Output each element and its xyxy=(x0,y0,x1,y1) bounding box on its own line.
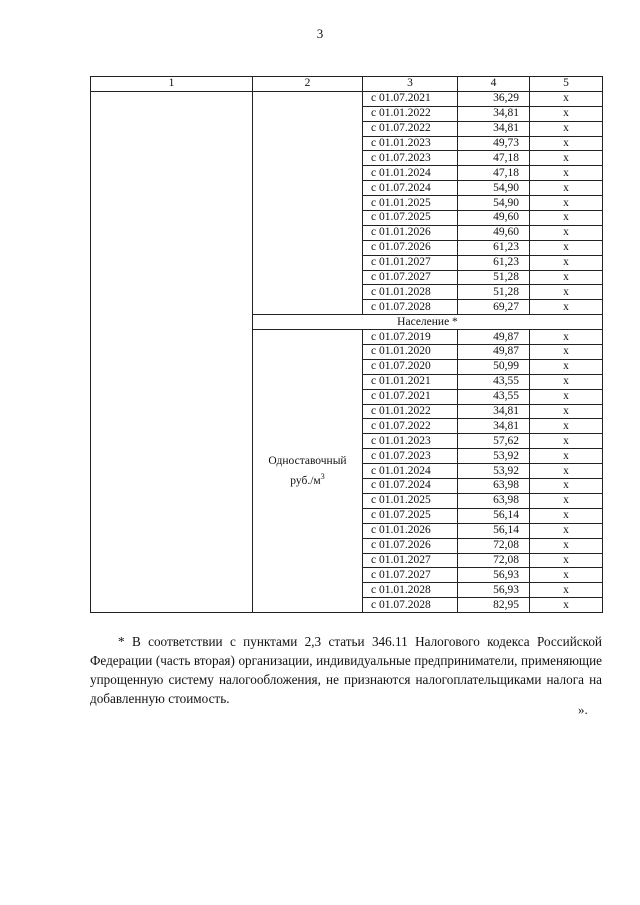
vat-mark: x xyxy=(530,553,603,568)
period-date: с 01.07.2024 xyxy=(363,479,458,494)
vat-mark: x xyxy=(530,434,603,449)
period-date: с 01.01.2022 xyxy=(363,404,458,419)
footnote: * В соответствии с пунктами 2,3 статьи 346.11 Налогового кодекса Российской Федерации (часть вторая) организации, индивидуальные предприниматели, применяющие упрощенную систему налогообложения, не признаются налогоплательщиками налога на добавленную стоимость. xyxy=(90,634,602,706)
period-date: с 01.07.2027 xyxy=(363,568,458,583)
vat-mark: x xyxy=(530,106,603,121)
tariff-value: 34,81 xyxy=(458,419,530,434)
group-label: Население * xyxy=(253,315,603,330)
vat-mark: x xyxy=(530,166,603,181)
tariff-value: 72,08 xyxy=(458,553,530,568)
page-number: 3 xyxy=(316,26,324,41)
period-date: с 01.07.2027 xyxy=(363,270,458,285)
period-date: с 01.07.2026 xyxy=(363,538,458,553)
tariff-value: 43,55 xyxy=(458,389,530,404)
period-date: с 01.01.2026 xyxy=(363,225,458,240)
period-date: с 01.01.2024 xyxy=(363,464,458,479)
vat-mark: x xyxy=(530,598,603,613)
tariff-value: 49,87 xyxy=(458,330,530,345)
vat-mark: x xyxy=(530,255,603,270)
period-date: с 01.01.2022 xyxy=(363,106,458,121)
vat-mark: x xyxy=(530,508,603,523)
period-date: с 01.07.2022 xyxy=(363,121,458,136)
tariff-value: 49,73 xyxy=(458,136,530,151)
period-date: с 01.01.2026 xyxy=(363,523,458,538)
period-date: с 01.07.2022 xyxy=(363,419,458,434)
vat-mark: x xyxy=(530,359,603,374)
vat-mark: x xyxy=(530,583,603,598)
period-date: с 01.01.2020 xyxy=(363,345,458,360)
tariff-value: 50,99 xyxy=(458,359,530,374)
tariff-unit: руб./м xyxy=(290,474,321,487)
vat-mark: x xyxy=(530,196,603,211)
vat-mark: x xyxy=(530,419,603,434)
tariff-type-cell xyxy=(253,91,363,314)
tariff-value: 61,23 xyxy=(458,255,530,270)
period-date: с 01.01.2025 xyxy=(363,493,458,508)
vat-mark: x xyxy=(530,240,603,255)
header-row xyxy=(91,77,603,92)
tariff-value: 82,95 xyxy=(458,598,530,613)
tariff-value: 51,28 xyxy=(458,285,530,300)
tariff-value: 61,23 xyxy=(458,240,530,255)
closing-mark: ». xyxy=(578,702,588,717)
vat-mark: x xyxy=(530,538,603,553)
tariff-type-cell xyxy=(253,330,363,613)
tariff-type-label: Одноставочный xyxy=(268,454,347,467)
vat-mark: x xyxy=(530,91,603,106)
vat-mark: x xyxy=(530,389,603,404)
tariff-value: 56,93 xyxy=(458,568,530,583)
period-date: с 01.01.2028 xyxy=(363,583,458,598)
vat-mark: x xyxy=(530,330,603,345)
vat-mark: x xyxy=(530,285,603,300)
tariff-value: 54,90 xyxy=(458,196,530,211)
tariff-value: 63,98 xyxy=(458,493,530,508)
period-date: с 01.01.2021 xyxy=(363,374,458,389)
table-row xyxy=(91,91,603,106)
column-header: 2 xyxy=(253,77,363,92)
tariff-value: 43,55 xyxy=(458,374,530,389)
period-date: с 01.07.2021 xyxy=(363,91,458,106)
vat-mark: x xyxy=(530,300,603,315)
vat-mark: x xyxy=(530,270,603,285)
tariff-value: 51,28 xyxy=(458,270,530,285)
vat-mark: x xyxy=(530,449,603,464)
period-date: с 01.07.2019 xyxy=(363,330,458,345)
vat-mark: x xyxy=(530,225,603,240)
vat-mark: x xyxy=(530,479,603,494)
tariff-unit-superscript: 3 xyxy=(320,471,325,481)
vat-mark: x xyxy=(530,493,603,508)
period-date: с 01.07.2024 xyxy=(363,181,458,196)
vat-mark: x xyxy=(530,404,603,419)
period-date: с 01.07.2026 xyxy=(363,240,458,255)
tariff-value: 72,08 xyxy=(458,538,530,553)
tariff-value: 69,27 xyxy=(458,300,530,315)
vat-mark: x xyxy=(530,136,603,151)
vat-mark: x xyxy=(530,568,603,583)
period-date: с 01.07.2028 xyxy=(363,300,458,315)
period-date: с 01.07.2021 xyxy=(363,389,458,404)
period-date: с 01.07.2025 xyxy=(363,211,458,226)
tariff-table xyxy=(90,76,603,613)
vat-mark: x xyxy=(530,181,603,196)
period-date: с 01.01.2027 xyxy=(363,553,458,568)
tariff-value: 56,93 xyxy=(458,583,530,598)
vat-mark: x xyxy=(530,151,603,166)
tariff-value: 53,92 xyxy=(458,464,530,479)
column-header: 5 xyxy=(530,77,603,92)
tariff-value: 57,62 xyxy=(458,434,530,449)
column-header: 4 xyxy=(458,77,530,92)
tariff-value: 54,90 xyxy=(458,181,530,196)
tariff-value: 63,98 xyxy=(458,479,530,494)
period-date: с 01.07.2023 xyxy=(363,151,458,166)
vat-mark: x xyxy=(530,345,603,360)
tariff-value: 53,92 xyxy=(458,449,530,464)
tariff-value: 34,81 xyxy=(458,121,530,136)
period-date: с 01.07.2025 xyxy=(363,508,458,523)
vat-mark: x xyxy=(530,374,603,389)
period-date: с 01.01.2023 xyxy=(363,136,458,151)
tariff-value: 36,29 xyxy=(458,91,530,106)
vat-mark: x xyxy=(530,464,603,479)
period-date: с 01.07.2028 xyxy=(363,598,458,613)
tariff-value: 47,18 xyxy=(458,151,530,166)
tariff-value: 56,14 xyxy=(458,508,530,523)
tariff-value: 47,18 xyxy=(458,166,530,181)
period-date: с 01.07.2023 xyxy=(363,449,458,464)
period-date: с 01.01.2028 xyxy=(363,285,458,300)
tariff-value: 49,60 xyxy=(458,225,530,240)
period-date: с 01.01.2024 xyxy=(363,166,458,181)
period-date: с 01.01.2027 xyxy=(363,255,458,270)
tariff-value: 49,60 xyxy=(458,211,530,226)
tariff-value: 56,14 xyxy=(458,523,530,538)
column-header: 1 xyxy=(91,77,253,92)
tariff-value: 34,81 xyxy=(458,404,530,419)
column-header: 3 xyxy=(363,77,458,92)
period-date: с 01.01.2025 xyxy=(363,196,458,211)
period-date: с 01.01.2023 xyxy=(363,434,458,449)
vat-mark: x xyxy=(530,211,603,226)
vat-mark: x xyxy=(530,523,603,538)
tariff-value: 49,87 xyxy=(458,345,530,360)
tariff-value: 34,81 xyxy=(458,106,530,121)
period-date: с 01.07.2020 xyxy=(363,359,458,374)
consumer-category-cell xyxy=(91,91,253,612)
vat-mark: x xyxy=(530,121,603,136)
